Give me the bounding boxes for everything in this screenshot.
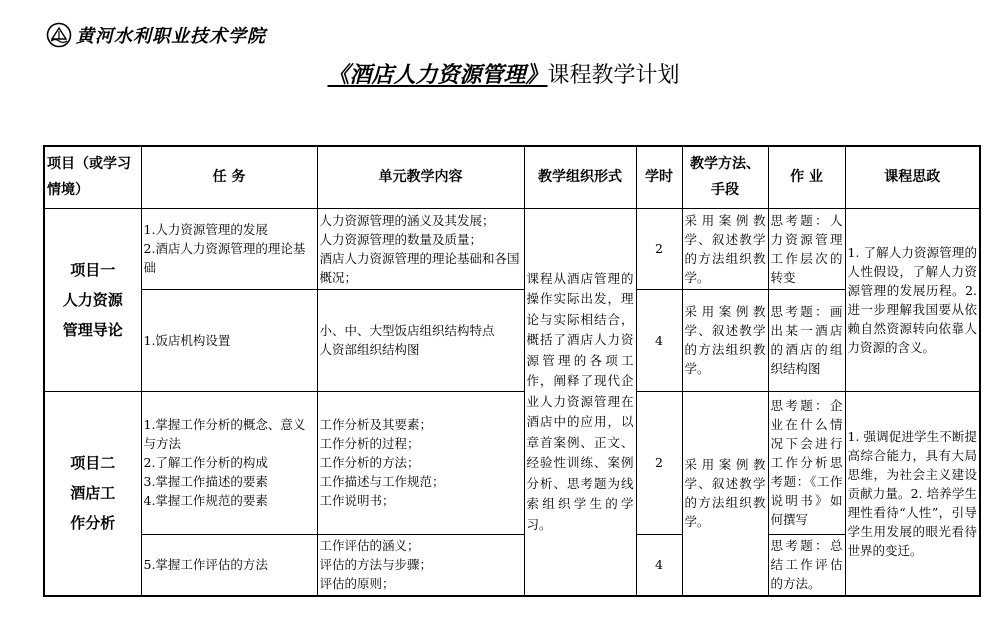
table-row — [44, 208, 980, 289]
task-cell: 1.掌握工作分析的概念、意义与方法 2.了解工作分析的构成 3.掌握工作描述的要素 4.掌握工作规范的要素 — [141, 391, 317, 534]
college-emblem-icon — [46, 22, 72, 48]
col-header-homework: 作 业 — [768, 146, 845, 208]
homework-cell: 思考题：企业在什么情况下会进行工作分析思考题：《工作说明书》如何撰写 — [768, 391, 845, 534]
col-header-task: 任 务 — [141, 146, 317, 208]
content-cell: 小、中、大型饭店组织结构特点 人资部组织结构图 — [317, 289, 524, 391]
content-cell: 人力资源管理的涵义及其发展； 人力资源管理的数量及质量； 酒店人力资源管理的理论基础和各国概况； — [317, 208, 524, 289]
homework-cell: 思考题：画出某一酒店的酒店的组织结构图 — [768, 289, 845, 391]
project-name: 项目一 人力资源 管理导论 — [44, 208, 141, 391]
org-form-cell: 课程从酒店管理的操作实际出发，理论与实际相结合，概括了酒店人力资源管理的各项工作，阐释了现代企业人力资源管理在酒店中的应用，以章首案例、正文、经验性训练、案例分析、思考题为线索组织学生的学习。 — [524, 208, 636, 596]
table-row — [44, 289, 980, 391]
col-header-project: 项目（或学习情境） — [44, 146, 141, 208]
method-cell: 采用案例教学、叙述教学的方法组织教学。 — [682, 289, 768, 391]
course-name: 《酒店人力资源管理》 — [327, 63, 548, 88]
col-header-org-form: 教学组织形式 — [524, 146, 636, 208]
task-cell: 1.人力资源管理的发展 2.酒店人力资源管理的理论基础 — [141, 208, 317, 289]
col-header-method: 教学方法、手段 — [682, 146, 768, 208]
college-name: 黄河水利职业技术学院 — [76, 26, 266, 47]
title-suffix: 课程教学计划 — [547, 63, 680, 88]
ideology-cell: 1. 了解人力资源管理的人性假设，了解人力资源管理的发展历程。2. 进一步理解我国要从依赖自然资源转向依靠人力资源的含义。 — [845, 208, 980, 391]
col-header-hours: 学时 — [636, 146, 682, 208]
task-cell: 5.掌握工作评估的方法 — [141, 534, 317, 596]
col-header-content: 单元教学内容 — [317, 146, 524, 208]
method-cell: 采用案例教学、叙述教学的方法组织教学。 — [682, 391, 768, 596]
content-cell: 工作分析及其要素； 工作分析的过程； 工作分析的方法； 工作描述与工作规范； 工作说明书； — [317, 391, 524, 534]
col-header-ideology: 课程思政 — [845, 146, 980, 208]
project-name: 项目二 酒店工 作分析 — [44, 391, 141, 596]
teaching-plan-table — [43, 145, 981, 597]
hours-cell: 2 — [636, 208, 682, 289]
homework-cell: 思考题：总结工作评估的方法。 — [768, 534, 845, 596]
college-logo — [46, 20, 266, 50]
table-row — [44, 534, 980, 596]
hours-cell: 2 — [636, 391, 682, 534]
hours-cell: 4 — [636, 534, 682, 596]
content-cell: 工作评估的涵义； 评估的方法与步骤； 评估的原则； — [317, 534, 524, 596]
hours-cell: 4 — [636, 289, 682, 391]
ideology-cell: 1. 强调促进学生不断提高综合能力，具有大局思维，为社会主义建设贡献力量。2. 培养学生理性看待“人性”，引导学生用发展的眼光看待世界的变迁。 — [845, 391, 980, 596]
page-title — [0, 58, 1007, 89]
method-cell: 采用案例教学、叙述教学的方法组织教学。 — [682, 208, 768, 289]
header-row — [44, 146, 980, 208]
homework-cell: 思考题：人力资源管理工作层次的转变 — [768, 208, 845, 289]
table-row — [44, 391, 980, 534]
task-cell: 1.饭店机构设置 — [141, 289, 317, 391]
